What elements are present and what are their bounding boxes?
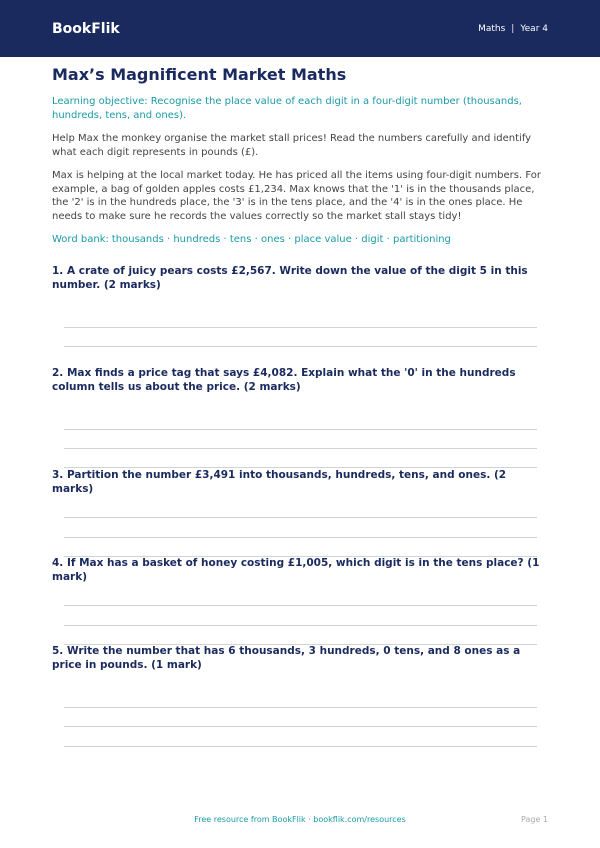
- word-bank-label: Word bank:: [52, 234, 109, 245]
- worksheet-title: Max’s Magnificent Market Maths: [52, 65, 347, 84]
- answer-line[interactable]: [64, 346, 537, 347]
- page-number: Page 1: [521, 815, 548, 824]
- page-header: [0, 0, 600, 57]
- question-4: 4. If Max has a basket of honey costing £1,005, which digit is in the tens place? (1 mark): [52, 557, 540, 583]
- story-paragraph: Max is helping at the local market today. He has priced all the items using four-digit numbers. For example, a bag of golden apples costs £1,234. Max knows that the '1' is in the thousands place, the '2' is in the hundreds place, the '3' is in the tens place, and the '4' is in the ones place. He needs to make sure he records the values correctly so the market stall stays tidy!: [52, 170, 541, 222]
- worksheet-intro: [52, 65, 542, 247]
- word-bank: [52, 233, 542, 247]
- question-3: 3. Partition the number £3,491 into thousands, hundreds, tens, and ones. (2 marks): [52, 469, 507, 495]
- answer-line[interactable]: [64, 327, 537, 328]
- intro-paragraph: Help Max the monkey organise the market stall prices! Read the numbers carefully and identify what each digit represents in pounds (£).: [52, 133, 532, 158]
- year-label: Year 4: [520, 23, 548, 34]
- answer-line[interactable]: [64, 429, 537, 430]
- answer-line[interactable]: [64, 625, 537, 626]
- brand-logo: BookFlik: [52, 20, 120, 37]
- answer-line[interactable]: [64, 746, 537, 747]
- footer-credit: Free resource from BookFlik · bookflik.com/resources: [194, 815, 406, 824]
- subject-label: Maths: [478, 23, 506, 34]
- meta-separator: |: [511, 23, 515, 34]
- word-bank-terms: thousands · hundreds · tens · ones · place value · digit · partitioning: [111, 234, 451, 245]
- question-5: 5. Write the number that has 6 thousands, 3 hundreds, 0 tens, and 8 ones as a price in pounds. (1 mark): [52, 645, 521, 671]
- question-2: 2. Max finds a price tag that says £4,082. Explain what the '0' in the hundreds column tells us about the price. (2 marks): [52, 367, 516, 393]
- answer-line[interactable]: [64, 448, 537, 449]
- question-1: 1. A crate of juicy pears costs £2,567. Write down the value of the digit 5 in this number. (2 marks): [52, 265, 528, 291]
- answer-line[interactable]: [64, 537, 537, 538]
- answer-line[interactable]: [64, 517, 537, 518]
- answer-line[interactable]: [64, 707, 537, 708]
- answer-line[interactable]: [64, 605, 537, 606]
- answer-line[interactable]: [64, 726, 537, 727]
- header-meta: [478, 24, 548, 34]
- page-footer: [0, 815, 600, 829]
- learning-objective: Learning objective: Recognise the place value of each digit in a four-digit number (thousands, hundreds, tens, and ones).: [52, 96, 522, 121]
